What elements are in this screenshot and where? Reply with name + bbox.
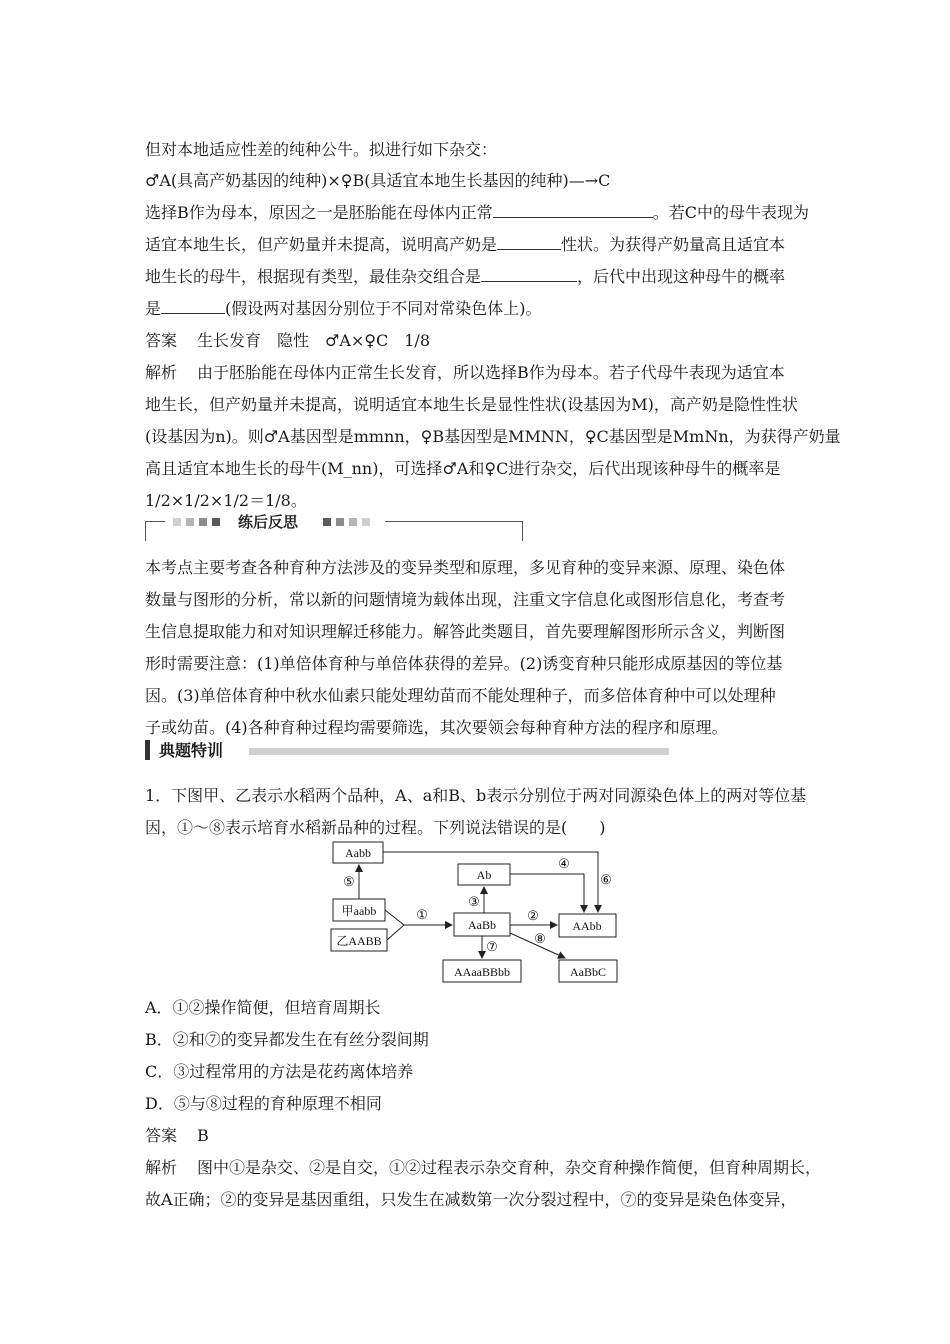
analysis-line: 1/2×1/2×1/2＝1/8。 [145,491,307,510]
text-fragment: 选择B作为母本，原因之一是胚胎能在母体内正常 [145,203,493,222]
box-text: Ab [476,868,492,882]
text-fragment: 是 [145,299,162,318]
box-text: 甲aabb [341,904,377,918]
answer-line [145,1125,209,1147]
analysis-label: 解析 [145,1158,178,1177]
box-text: AAbb [572,919,602,933]
text-line: 但对本地适应性差的纯种公牛。拟进行如下杂交： [145,140,498,159]
option-a[interactable]: A．①②操作简便，但培育周期长 [145,998,381,1017]
reflection-line: 本考点主要考查各种育种方法涉及的变异类型和原理，多见育种的变异来源、原理、染色体 [145,558,786,577]
analysis-text: 图中①是杂交、②是自交，①②过程表示杂交育种，杂交育种操作简便，但育种周期长， [197,1158,822,1177]
box-text: AaBbC [570,965,606,979]
step-label-2: ② [527,908,539,923]
analysis-line: 地生长，但产奶量并未提高，说明适宜本地生长是显性性状(设基因为M)，高产奶是隐性性状 [145,395,798,414]
question-line: 1．下图甲、乙表示水稻两个品种，A、a和B、b表示分别位于两对同源染色体上的两对等位基 [145,786,807,805]
text-fragment: 适宜本地生长，但产奶量并未提高，说明高产奶是 [145,235,498,254]
box-text: AAaaBBbb [454,965,510,979]
reflection-title: 练后反思 [238,513,299,531]
reflection-line: 数量与图形的分析，常以新的问题情境为载体出现，注重文字信息化或图形信息化，考查考 [145,590,786,609]
text-line: ♂A(具高产奶基因的纯种)×♀B(具适宜本地生长基因的纯种)—→C [145,171,611,190]
reflection-line: 因。(3)单倍体育种中秋水仙素只能处理幼苗而不能处理种子，而多倍体育种中可以处理种 [145,686,776,705]
step-label-6: ⑥ [600,872,612,887]
option-b[interactable]: B．②和⑦的变异都发生在有丝分裂间期 [145,1030,429,1049]
merge-line-yi [387,925,404,940]
reflection-line: 子或幼苗。(4)各种育种过程均需要筛选，其次要领会每种育种方法的程序和原理。 [145,718,728,737]
reflection-line: 生信息提取能力和对知识理解迁移能力。解答此类题目，首先要理解图形所示含义，判断图 [145,622,786,641]
merge-line-jia [385,910,404,925]
answer-label: 答案 [145,331,178,350]
analysis-line [145,1157,821,1179]
answer-label: 答案 [145,1126,178,1145]
analysis-line: 高且适宜本地生长的母牛(M_nn)，可选择♂A和♀C进行杂交，后代出现该种母牛的概率是 [145,459,781,478]
text-fragment: 性状。为获得产奶量高且适宜本 [561,235,786,254]
box-text: Aabb [345,846,371,860]
reflection-line: 形时需要注意：(1)单倍体育种与单倍体获得的差异。(2)诱变育种只能形成原基因的等位基 [145,654,783,673]
answer-text: B [197,1126,209,1145]
step-label-7: ⑦ [486,939,498,954]
text-fragment: (假设两对基因分别位于不同对常染色体上)。 [225,299,542,318]
answer-text: 生长发育 隐性 ♂A×♀C 1/8 [197,331,430,350]
option-d[interactable]: D．⑤与⑧过程的育种原理不相同 [145,1094,382,1113]
analysis-label: 解析 [145,363,178,382]
arrow-4 [510,874,584,912]
step-label-4: ④ [558,856,570,871]
option-c[interactable]: C．③过程常用的方法是花药离体培养 [145,1062,414,1081]
step-label-1: ① [416,907,428,922]
question-line: 因，①～⑧表示培育水稻新品种的过程。下列说法错误的是( ) [145,818,606,837]
step-label-8: ⑧ [534,931,546,946]
analysis-line: (设基因为n)。则♂A基因型是mmnn，♀B基因型是MMNN，♀C基因型是MmNn，为获得产奶量 [145,427,841,446]
step-label-5: ⑤ [343,874,355,889]
section-title: 典题特训 [159,741,224,760]
box-text: AaBb [468,918,496,932]
analysis-text: 由于胚胎能在母体内正常生长发育，所以选择B作为母本。若子代母牛表现为适宜本 [197,363,785,382]
analysis-line: 故A正确；②的变异是基因重组，只发生在减数第一次分裂过程中，⑦的变异是染色体变异， [145,1190,797,1209]
text-fragment: 。若C中的母牛表现为 [652,203,810,222]
box-text: 乙AABB [336,934,382,948]
text-fragment: 地生长的母牛，根据现有类型，最佳杂交组合是 [145,267,482,286]
step-label-3: ③ [468,894,480,909]
text-fragment: ，后代中出现这种母牛的概率 [577,267,786,286]
